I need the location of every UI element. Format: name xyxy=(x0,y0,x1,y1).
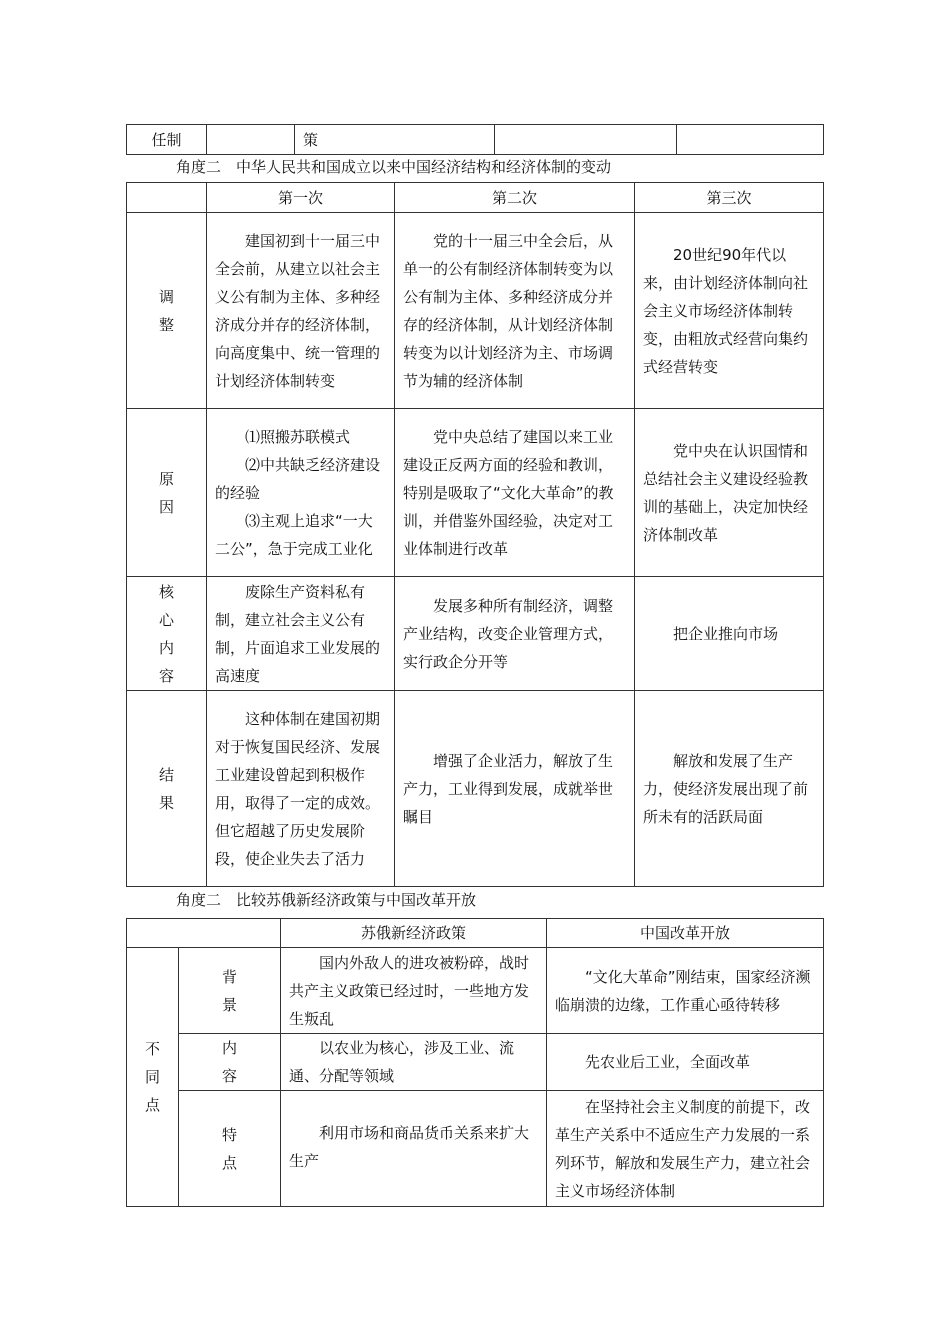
table-row xyxy=(127,577,824,691)
table-header: 苏俄新经济政策 xyxy=(281,919,547,948)
table-cell: 党的十一届三中全会后，从单一的公有制经济体制转变为以公有制为主体、多种经济成分并存的经济体制，从计划经济体制转变为以计划经济为主、市场调节为辅的经济体制 xyxy=(395,213,635,409)
top-partial-table xyxy=(126,124,824,155)
comparison-table xyxy=(126,918,824,1207)
table-cell: 废除生产资料私有制，建立社会主义公有制，片面追求工业发展的高速度 xyxy=(207,577,395,691)
row-label: 调 整 xyxy=(127,213,207,409)
table-cell: 这种体制在建国初期对于恢复国民经济、发展工业建设曾起到积极作用，取得了一定的成效。但它超越了历史发展阶段，使企业失去了活力 xyxy=(207,691,395,887)
table-cell: 建国初到十一届三中全会前，从建立以社会主义公有制为主体、多种经济成分并存的经济体制，向高度集中、统一管理的计划经济体制转变 xyxy=(207,213,395,409)
section-caption-2: 角度二 比较苏俄新经济政策与中国改革开放 xyxy=(176,891,477,909)
row-label: 核 心 内 容 xyxy=(127,577,207,691)
top-cell xyxy=(677,125,824,155)
table-cell: 增强了企业活力，解放了生产力，工业得到发展，成就举世瞩目 xyxy=(395,691,635,887)
reason-item: ⑴照搬苏联模式 xyxy=(245,427,351,446)
top-cell xyxy=(207,125,295,155)
table-cell: 国内外敌人的进攻被粉碎，战时共产主义政策已经过时，一些地方发生叛乱 xyxy=(281,948,547,1034)
table-header: 中国改革开放 xyxy=(547,919,824,948)
section-caption-1: 角度二 中华人民共和国成立以来中国经济结构和经济体制的变动 xyxy=(176,158,612,176)
table-cell xyxy=(207,409,395,577)
table-header xyxy=(127,919,281,948)
top-cell: 任制 xyxy=(127,125,207,155)
table-header: 第三次 xyxy=(635,183,824,213)
top-cell: 策 xyxy=(295,125,495,155)
table-cell: 先农业后工业，全面改革 xyxy=(547,1034,824,1091)
economic-structure-table xyxy=(126,182,824,887)
table-cell: 以农业为核心，涉及工业、流通、分配等领域 xyxy=(281,1034,547,1091)
row-label: 背 景 xyxy=(179,948,281,1034)
table-row xyxy=(127,1034,824,1091)
table-cell: 发展多种所有制经济，调整产业结构，改变企业管理方式，实行政企分开等 xyxy=(395,577,635,691)
table-header xyxy=(127,183,207,213)
table-cell: 党中央总结了建国以来工业建设正反两方面的经验和教训，特别是吸取了“文化大革命”的教训，并借鉴外国经验，决定对工业体制进行改革 xyxy=(395,409,635,577)
reason-item: ⑶主观上追求“一大二公”，急于完成工业化 xyxy=(215,511,373,558)
table-header: 第一次 xyxy=(207,183,395,213)
table-cell: 在坚持社会主义制度的前提下，改革生产关系中不适应生产力发展的一系列环节，解放和发展生产力，建立社会主义市场经济体制 xyxy=(547,1091,824,1207)
table-cell: 党中央在认识国情和总结社会主义建设经验教训的基础上，决定加快经济体制改革 xyxy=(635,409,824,577)
row-label: 原 因 xyxy=(127,409,207,577)
reason-item: ⑵中共缺乏经济建设的经验 xyxy=(215,455,381,502)
table-row xyxy=(127,1091,824,1207)
table-cell: 把企业推向市场 xyxy=(635,577,824,691)
group-label: 不 同 点 xyxy=(127,948,179,1207)
table-cell: 利用市场和商品货币关系来扩大生产 xyxy=(281,1091,547,1207)
table-cell: 20世纪90年代以来，由计划经济体制向社会主义市场经济体制转变，由粗放式经营向集约式经营转变 xyxy=(635,213,824,409)
row-label: 特 点 xyxy=(179,1091,281,1207)
top-cell xyxy=(495,125,677,155)
table-row xyxy=(127,213,824,409)
row-label: 结 果 xyxy=(127,691,207,887)
table-row xyxy=(127,409,824,577)
table-cell: “文化大革命”刚结束，国家经济濒临崩溃的边缘，工作重心亟待转移 xyxy=(547,948,824,1034)
table-cell: 解放和发展了生产力，使经济发展出现了前所未有的活跃局面 xyxy=(635,691,824,887)
table-header: 第二次 xyxy=(395,183,635,213)
table-row xyxy=(127,691,824,887)
table-row xyxy=(127,948,824,1034)
row-label: 内 容 xyxy=(179,1034,281,1091)
